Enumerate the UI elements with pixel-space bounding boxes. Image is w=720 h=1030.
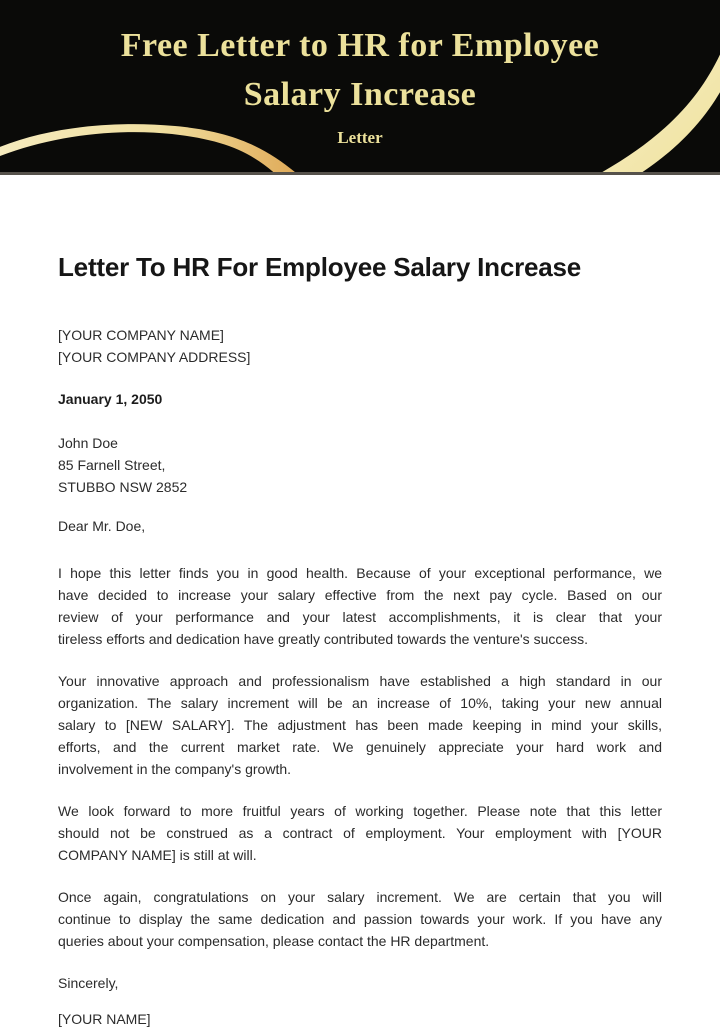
- paragraph-line: have decided to increase your salary effective from the next pay cycle. Based on our: [58, 587, 662, 603]
- paragraph: [58, 670, 662, 780]
- salutation: Dear Mr. Doe,: [58, 518, 146, 534]
- paragraph: [58, 800, 662, 866]
- paragraph: [58, 562, 662, 650]
- letter-body: [58, 562, 662, 952]
- text-line: STUBBO NSW 2852: [58, 479, 188, 495]
- text-line: John Doe: [58, 435, 118, 451]
- recipient-block: [58, 432, 662, 498]
- paragraph-line: Once again, congratulations on your salary increment. We are certain that you will: [58, 889, 662, 905]
- paragraph: [58, 886, 662, 952]
- paragraph-line: efforts, and the current market rate. We genuinely appreciate your hard work and: [58, 739, 662, 755]
- company-block: [58, 324, 662, 368]
- paragraph-line: COMPANY NAME] is still at will.: [58, 847, 257, 863]
- letter-date: January 1, 2050: [58, 391, 163, 407]
- letter-heading: Letter To HR For Employee Salary Increase: [58, 252, 582, 282]
- paragraph-line: involvement in the company's growth.: [58, 761, 292, 777]
- paragraph-line: salary to [NEW SALARY]. The adjustment has been made keeping in mind your skills,: [58, 717, 662, 733]
- paragraph-line: We look forward to more fruitful years of working together. Please note that this letter: [58, 803, 662, 819]
- closing: Sincerely,: [58, 975, 119, 991]
- banner-subtitle: Letter: [337, 128, 383, 147]
- signature-placeholder: [YOUR NAME]: [58, 1011, 151, 1027]
- paragraph-line: queries about your compensation, please contact the HR department.: [58, 933, 490, 949]
- text-line: 85 Farnell Street,: [58, 457, 166, 473]
- paragraph-line: review of your performance and your latest accomplishments, it is clear that your: [58, 609, 662, 625]
- paragraph-line: tireless efforts and dedication have greatly contributed towards the venture's success.: [58, 631, 589, 647]
- banner-title: Free Letter to HR for Employee Salary Increase: [120, 27, 600, 113]
- paragraph-line: organization. The salary increment will be an increase of 10%, taking your new annual: [58, 695, 662, 711]
- letter-page: [0, 175, 720, 1030]
- paragraph-line: Your innovative approach and professionalism have established a high standard in our: [58, 673, 662, 689]
- banner: [0, 0, 720, 175]
- paragraph-line: I hope this letter finds you in good health. Because of your exceptional performance, we: [58, 565, 662, 581]
- text-line: [YOUR COMPANY NAME]: [58, 327, 224, 343]
- text-line: [YOUR COMPANY ADDRESS]: [58, 349, 251, 365]
- paragraph-line: continue to display the same dedication and passion towards your work. If you have any: [58, 911, 662, 927]
- paragraph-line: should not be construed as a contract of employment. Your employment with [YOUR: [58, 825, 662, 841]
